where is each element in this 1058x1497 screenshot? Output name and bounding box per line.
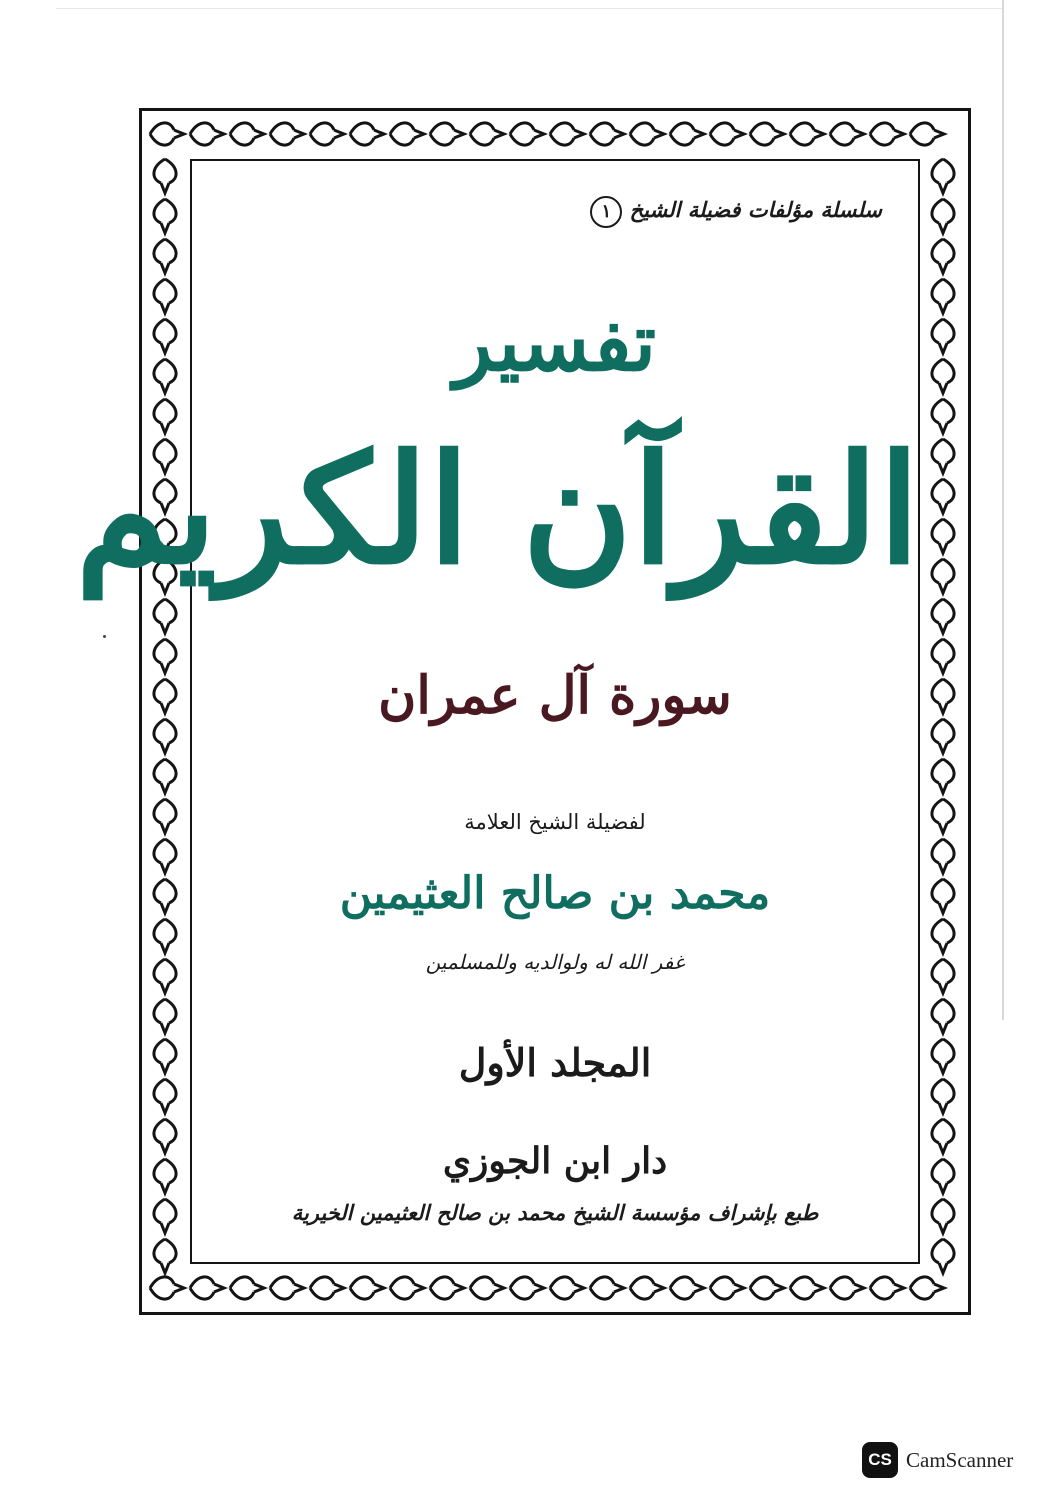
ornament-motif xyxy=(154,239,176,273)
ornament-motif xyxy=(310,123,344,145)
ornament-motif xyxy=(154,719,176,753)
ornament-motif xyxy=(932,799,954,833)
ornament-motif xyxy=(710,1277,744,1299)
ornament-motif xyxy=(932,879,954,913)
ornament-band-top xyxy=(142,111,968,157)
ornament-motif xyxy=(470,1277,504,1299)
ornament-motif xyxy=(932,639,954,673)
surah-title: سورة آل عمران xyxy=(378,665,732,726)
ornament-motif xyxy=(154,199,176,233)
title-tafsir: تفسير xyxy=(453,295,657,389)
ornament-motif xyxy=(932,1079,954,1113)
ornament-motif xyxy=(154,919,176,953)
ornament-motif xyxy=(932,999,954,1033)
ornament-motif xyxy=(630,1277,664,1299)
ornament-motif xyxy=(630,123,664,145)
author-prayer: غفر الله له ولوالديه وللمسلمين xyxy=(425,950,685,974)
ornament-motif xyxy=(932,199,954,233)
ornament-motif xyxy=(932,439,954,473)
cover-content xyxy=(75,160,920,1265)
ornament-motif xyxy=(154,279,176,313)
ornament-motif xyxy=(870,123,904,145)
ornament-motif xyxy=(870,1277,904,1299)
ornament-motif xyxy=(510,1277,544,1299)
ornament-motif xyxy=(830,123,864,145)
ornament-motif xyxy=(230,123,264,145)
ornament-band-right xyxy=(920,111,966,1312)
ornament-motif xyxy=(154,799,176,833)
ornament-motif xyxy=(154,639,176,673)
title-quran: القرآن الكريم xyxy=(75,422,920,598)
ornament-band-left xyxy=(142,111,188,1312)
ornament-motif xyxy=(154,759,176,793)
ornament-motif xyxy=(932,1159,954,1193)
ornament-motif xyxy=(350,1277,384,1299)
author-intro: لفضيلة الشيخ العلامة xyxy=(464,810,646,834)
ornament-motif xyxy=(154,959,176,993)
ornament-motif xyxy=(154,359,176,393)
ornament-motif xyxy=(390,1277,424,1299)
ornament-motif xyxy=(190,1277,224,1299)
ornament-motif xyxy=(790,1277,824,1299)
series-text: سلسلة مؤلفات فضيلة الشيخ xyxy=(629,197,882,222)
ornament-motif xyxy=(830,1277,864,1299)
ornament-motif xyxy=(790,123,824,145)
ornament-motif xyxy=(470,123,504,145)
ornament-motif xyxy=(154,1239,176,1273)
ornament-motif xyxy=(932,279,954,313)
ornament-motif xyxy=(154,1159,176,1193)
ornament-motif xyxy=(932,319,954,353)
ornament-motif xyxy=(430,123,464,145)
ornament-motif xyxy=(270,1277,304,1299)
series-label xyxy=(582,196,882,228)
ornament-motif xyxy=(350,123,384,145)
camscanner-name: CamScanner xyxy=(906,1447,1014,1472)
ornament-motif xyxy=(932,479,954,513)
ornament-motif xyxy=(750,1277,784,1299)
page-edge-top xyxy=(56,8,1002,9)
scan-speck xyxy=(103,635,106,638)
ornament-motif xyxy=(190,123,224,145)
ornament-motif xyxy=(932,359,954,393)
ornament-motif xyxy=(590,123,624,145)
ornament-motif xyxy=(270,123,304,145)
ornament-motif xyxy=(390,123,424,145)
ornament-motif xyxy=(932,719,954,753)
ornament-motif xyxy=(932,919,954,953)
ornament-motif xyxy=(932,559,954,593)
ornament-motif xyxy=(154,839,176,873)
ornament-motif xyxy=(154,999,176,1033)
ornament-motif xyxy=(230,1277,264,1299)
ornament-motif xyxy=(510,123,544,145)
ornament-motif xyxy=(932,399,954,433)
ornament-motif xyxy=(670,123,704,145)
ornament-motif xyxy=(670,1277,704,1299)
ornament-motif xyxy=(154,599,176,633)
ornament-motif xyxy=(932,599,954,633)
ornament-motif xyxy=(932,239,954,273)
ornament-motif xyxy=(154,1199,176,1233)
ornament-motif xyxy=(710,123,744,145)
page-edge-right xyxy=(1002,0,1004,1020)
ornament-motif xyxy=(550,1277,584,1299)
ornament-motif xyxy=(932,959,954,993)
ornament-motif xyxy=(430,1277,464,1299)
ornament-motif xyxy=(154,159,176,193)
ornament-motif xyxy=(932,1119,954,1153)
ornament-band-bottom xyxy=(142,1265,968,1311)
ornament-motif xyxy=(932,1039,954,1073)
volume-label: المجلد الأول xyxy=(458,1040,652,1085)
series-number-badge: ١ xyxy=(590,196,622,228)
author-name: محمد بن صالح العثيمين xyxy=(339,868,771,919)
ornament-motif xyxy=(590,1277,624,1299)
ornament-motif xyxy=(932,759,954,793)
ornament-motif xyxy=(932,839,954,873)
ornament-motif xyxy=(154,1039,176,1073)
ornament-motif xyxy=(154,1079,176,1113)
ornament-motif xyxy=(932,679,954,713)
ornament-motif xyxy=(550,123,584,145)
ornament-motif xyxy=(154,679,176,713)
ornament-motif xyxy=(154,879,176,913)
ornament-motif xyxy=(750,123,784,145)
ornament-motif xyxy=(310,1277,344,1299)
ornament-motif xyxy=(154,319,176,353)
ornament-motif xyxy=(932,159,954,193)
ornament-motif xyxy=(932,1199,954,1233)
camscanner-logo-icon: CS xyxy=(862,1442,898,1478)
publisher-name: دار ابن الجوزي xyxy=(442,1140,668,1182)
camscanner-watermark xyxy=(862,1438,1013,1482)
ornament-motif xyxy=(932,1239,954,1273)
printed-by: طبع بإشراف مؤسسة الشيخ محمد بن صالح العثيمين الخيرية xyxy=(291,1200,819,1225)
ornament-motif xyxy=(154,1119,176,1153)
ornament-motif xyxy=(932,519,954,553)
